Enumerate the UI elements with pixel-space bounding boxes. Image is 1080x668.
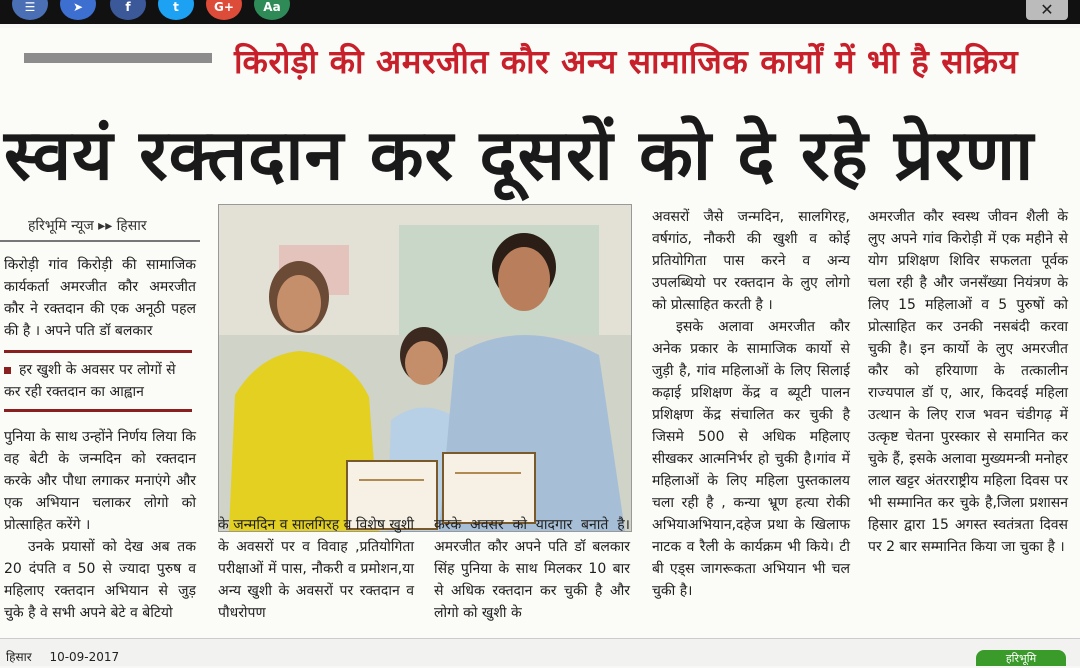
paragraph: इसके अलावा अमरजीत कौर अनेक प्रकार के सामाजिक कार्यो से जुड़ी है, गांव महिलाओं के लिए सिलाई कढ़ाई प्रशिक्षण केंद्र व ब्यूटी पालन प्रशिक्षण केंद्र संचालित कर चुकी है जिसमे 500 से अधिक महिलाए सीखकर आत्मनिर्भर हो चुकी है।गांव में महिलाओं के लिए महिला पुस्तकालय चला रही है , कन्या भ्रूण हत्या रोकी अभियाअभियान,दहेज प्रथा के खिलाफ नाटक व रैली के कार्यक्रम भी किये। टी बी एड्स जागरूकता अभियान भी चल चुकी है।: [652, 319, 850, 599]
facebook-icon[interactable]: f: [110, 0, 146, 20]
column-2: [218, 514, 414, 624]
publisher-logo: हरिभूमि: [976, 650, 1066, 666]
article-photo: [218, 204, 632, 532]
footer-bar: [0, 638, 1080, 666]
column-3: [434, 514, 630, 624]
paragraph: अमरजीत कौर स्वस्थ जीवन शैली के लुए अपने गांव किरोड़ी में एक महीने से योग प्रशिक्षण शिविर सफलता पूर्वक चला रही है और जनसँख्या नियंत्रण के लिए 15 महिलाओं व 5 पुरुषों को प्रोत्साहित कर उनकी नसबंदी करवा चुकी है। इन कार्यो के लुए अमरजीत कौर को हरियाणा के तत्कालीन राज्यपाल डॉ ए, आर, किदवई महिला उत्थान के लिए राज भवन चंडीगढ़ में उत्कृष्ट चेतना पुरस्कार से समानित कर चुके हैं, इसके अलावा मुख्यमन्त्री मनोहर लाल खट्टर अंतरराष्ट्रीय महिला दिवस पर भी सम्मानित कर चुके है,जिला प्रशासन हिसार द्वारा 15 अगस्त स्वतंत्रता दिवस पर 2 बार सम्मानित किया जा चुका है ।: [868, 209, 1068, 555]
pull-quote: [4, 350, 192, 412]
share-toolbar: [0, 0, 1080, 24]
google-plus-icon[interactable]: G+: [206, 0, 242, 20]
font-size-icon[interactable]: Aa: [254, 0, 290, 20]
column-5: [868, 206, 1068, 558]
close-icon[interactable]: ✕: [1026, 0, 1068, 20]
print-icon[interactable]: ☰: [12, 0, 48, 20]
footer-dateline: [6, 648, 119, 665]
column-4: [652, 206, 850, 602]
twitter-icon[interactable]: t: [158, 0, 194, 20]
byline-text: हरिभूमि न्यूज ▸▸ हिसार: [28, 218, 147, 234]
column-1-bottom: [4, 426, 196, 624]
paragraph: पुनिया के साथ उन्होंने निर्णय लिया कि वह बेटी के जन्मदिन को रक्तदान करके और पौधा लगाकर मनाएंगे और एक अभियान चलाकर लोगो को प्रोत्साहित करेंगे ।: [4, 429, 196, 533]
paragraph: करके अवसर को यादगार बनाते है। अमरजीत कौर अपने पति डॉ बलकार सिंह पुनिया के साथ मिलकर 10 बार से अधिक रक्तदान कर चुकी है और लोगो को खुशी के: [434, 517, 630, 621]
paragraph: के जन्मदिन व सालगिरह व विशेष खुशी के अवसरों पर व विवाह ,प्रतियोगिता परीक्षाओं में पास, नौकरी व प्रमोशन,या अन्य खुशी के अवसरों पर रक्तदान व पौधरोपण: [218, 517, 414, 621]
footer-date: 10-09-2017: [49, 650, 120, 664]
byline: [0, 216, 200, 242]
bullet-icon: [4, 367, 11, 374]
share-icon[interactable]: ➤: [60, 0, 96, 20]
paragraph: किरोड़ी गांव किरोड़ी की सामाजिक कार्यकर्ता अमरजीत कौर अमरजीत कौर ने रक्तदान की एक अनूठी पहल की है । अपने पति डॉ बलकार: [4, 257, 196, 339]
decorative-rule: [24, 53, 212, 63]
paragraph: अवसरों जैसे जन्मदिन, सालगिरह, वर्षगांठ, नौकरी की खुशी व कोई प्रतियोगिता पास करने व अन्य उपलब्धियो पर रक्तदान के लुए लोगो को प्रोत्साहित करती है ।: [652, 209, 850, 313]
column-1-top: [4, 254, 196, 342]
newspaper-clipping: [0, 28, 1080, 638]
pull-quote-text: हर खुशी के अवसर पर लोगों से कर रही रक्तदान का आह्वान: [4, 362, 176, 400]
subheadline: किरोड़ी की अमरजीत कौर अन्य सामाजिक कार्यों में भी है सक्रिय: [234, 42, 1019, 81]
paragraph: उनके प्रयासों को देख अब तक 20 दंपति व 50 से ज्यादा पुरुष व महिलाए रक्तदान अभियान से जुड़ चुके है वे सभी अपने बेटे व बेटियो: [4, 539, 196, 621]
footer-city: हिसार: [6, 650, 32, 664]
photo-illustration: [219, 205, 631, 531]
headline: स्वयं रक्तदान कर दूसरों को दे रहे प्रेरणा: [4, 114, 1035, 196]
